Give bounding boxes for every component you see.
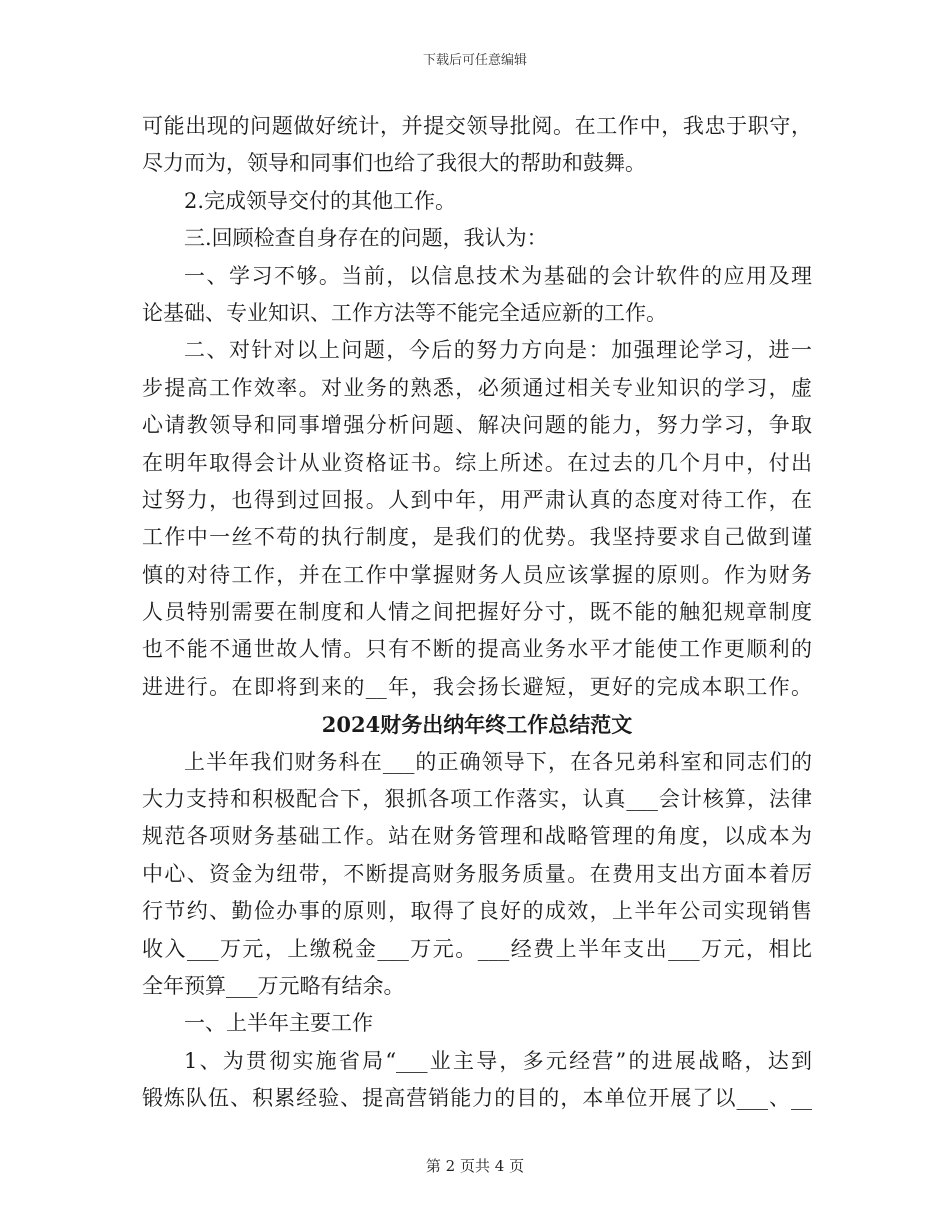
body-line: 上半年我们财务科在___的正确领导下，在各兄弟科室和同志们的: [184, 749, 812, 774]
body-line: 一、学习不够。当前，以信息技术为基础的会计软件的应用及理: [184, 263, 812, 288]
body-line: 心请教领导和同事增强分析问题、解决问题的能力，努力学习，争取: [142, 413, 812, 438]
body-line: 可能出现的问题做好统计，并提交领导批阅。在工作中，我忠于职守，: [142, 114, 812, 138]
body-line: 论基础、专业知识、工作方法等不能完全适应新的工作。: [142, 300, 667, 325]
body-line: 人员特别需要在制度和人情之间把握好分寸，既不能的触犯规章制度: [142, 600, 812, 625]
body-line: 锻炼队伍、积累经验、提高营销能力的目的，本单位开展了以___、__: [142, 1086, 812, 1111]
body-line: 步提高工作效率。对业务的熟悉，必须通过相关专业知识的学习，虚: [142, 375, 812, 400]
body-line: 全年预算___万元略有结余。: [142, 973, 405, 998]
body-line: 一、上半年主要工作: [184, 1011, 373, 1036]
body-line: 大力支持和积极配合下，狠抓各项工作落实，认真___会计核算，法律: [142, 787, 812, 812]
body-line: 尽力而为，领导和同事们也给了我很大的帮助和鼓舞。: [142, 151, 646, 176]
body-line: 过努力，也得到过回报。人到中年，用严肃认真的态度对待工作，在: [142, 487, 812, 512]
body-line: 规范各项财务基础工作。站在财务管理和战略管理的角度，以成本为: [142, 824, 812, 849]
body-line: 行节约、勤俭办事的原则，取得了良好的成效，上半年公司实现销售: [142, 899, 812, 924]
body-line: 2.完成领导交付的其他工作。: [184, 188, 457, 213]
body-line: 二、对针对以上问题，今后的努力方向是：加强理论学习，进一: [184, 338, 812, 363]
body-line: 在明年取得会计从业资格证书。综上所述。在过去的几个月中，付出: [142, 450, 812, 475]
section-title: 2024财务出纳年终工作总结范文: [321, 712, 633, 738]
page-header-note: 下载后可任意编辑: [422, 53, 527, 68]
body-line: 工作中一丝不苟的执行制度，是我们的优势。我坚持要求自己做到谨: [142, 525, 812, 550]
body-line: 也不能不通世故人情。只有不断的提高业务水平才能使工作更顺利的: [142, 637, 812, 662]
body-line: 收入___万元，上缴税金___万元。___经费上半年支出___万元，相比: [142, 936, 812, 961]
body-line: 慎的对待工作，并在工作中掌握财务人员应该掌握的原则。作为财务: [142, 562, 812, 587]
body-line: 三.回顾检查自身存在的问题，我认为：: [184, 226, 548, 251]
body-line: 中心、资金为纽带，不断提高财务服务质量。在费用支出方面本着厉: [142, 861, 812, 886]
body-line: 1、为贯彻实施省局“___业主导，多元经营”的进展战略，达到: [184, 1048, 812, 1073]
document-body: [142, 108, 812, 1118]
body-line: 进进行。在即将到来的__年，我会扬长避短，更好的完成本职工作。: [142, 674, 812, 699]
page-number-footer: 第 2 页共 4 页: [425, 1157, 525, 1175]
